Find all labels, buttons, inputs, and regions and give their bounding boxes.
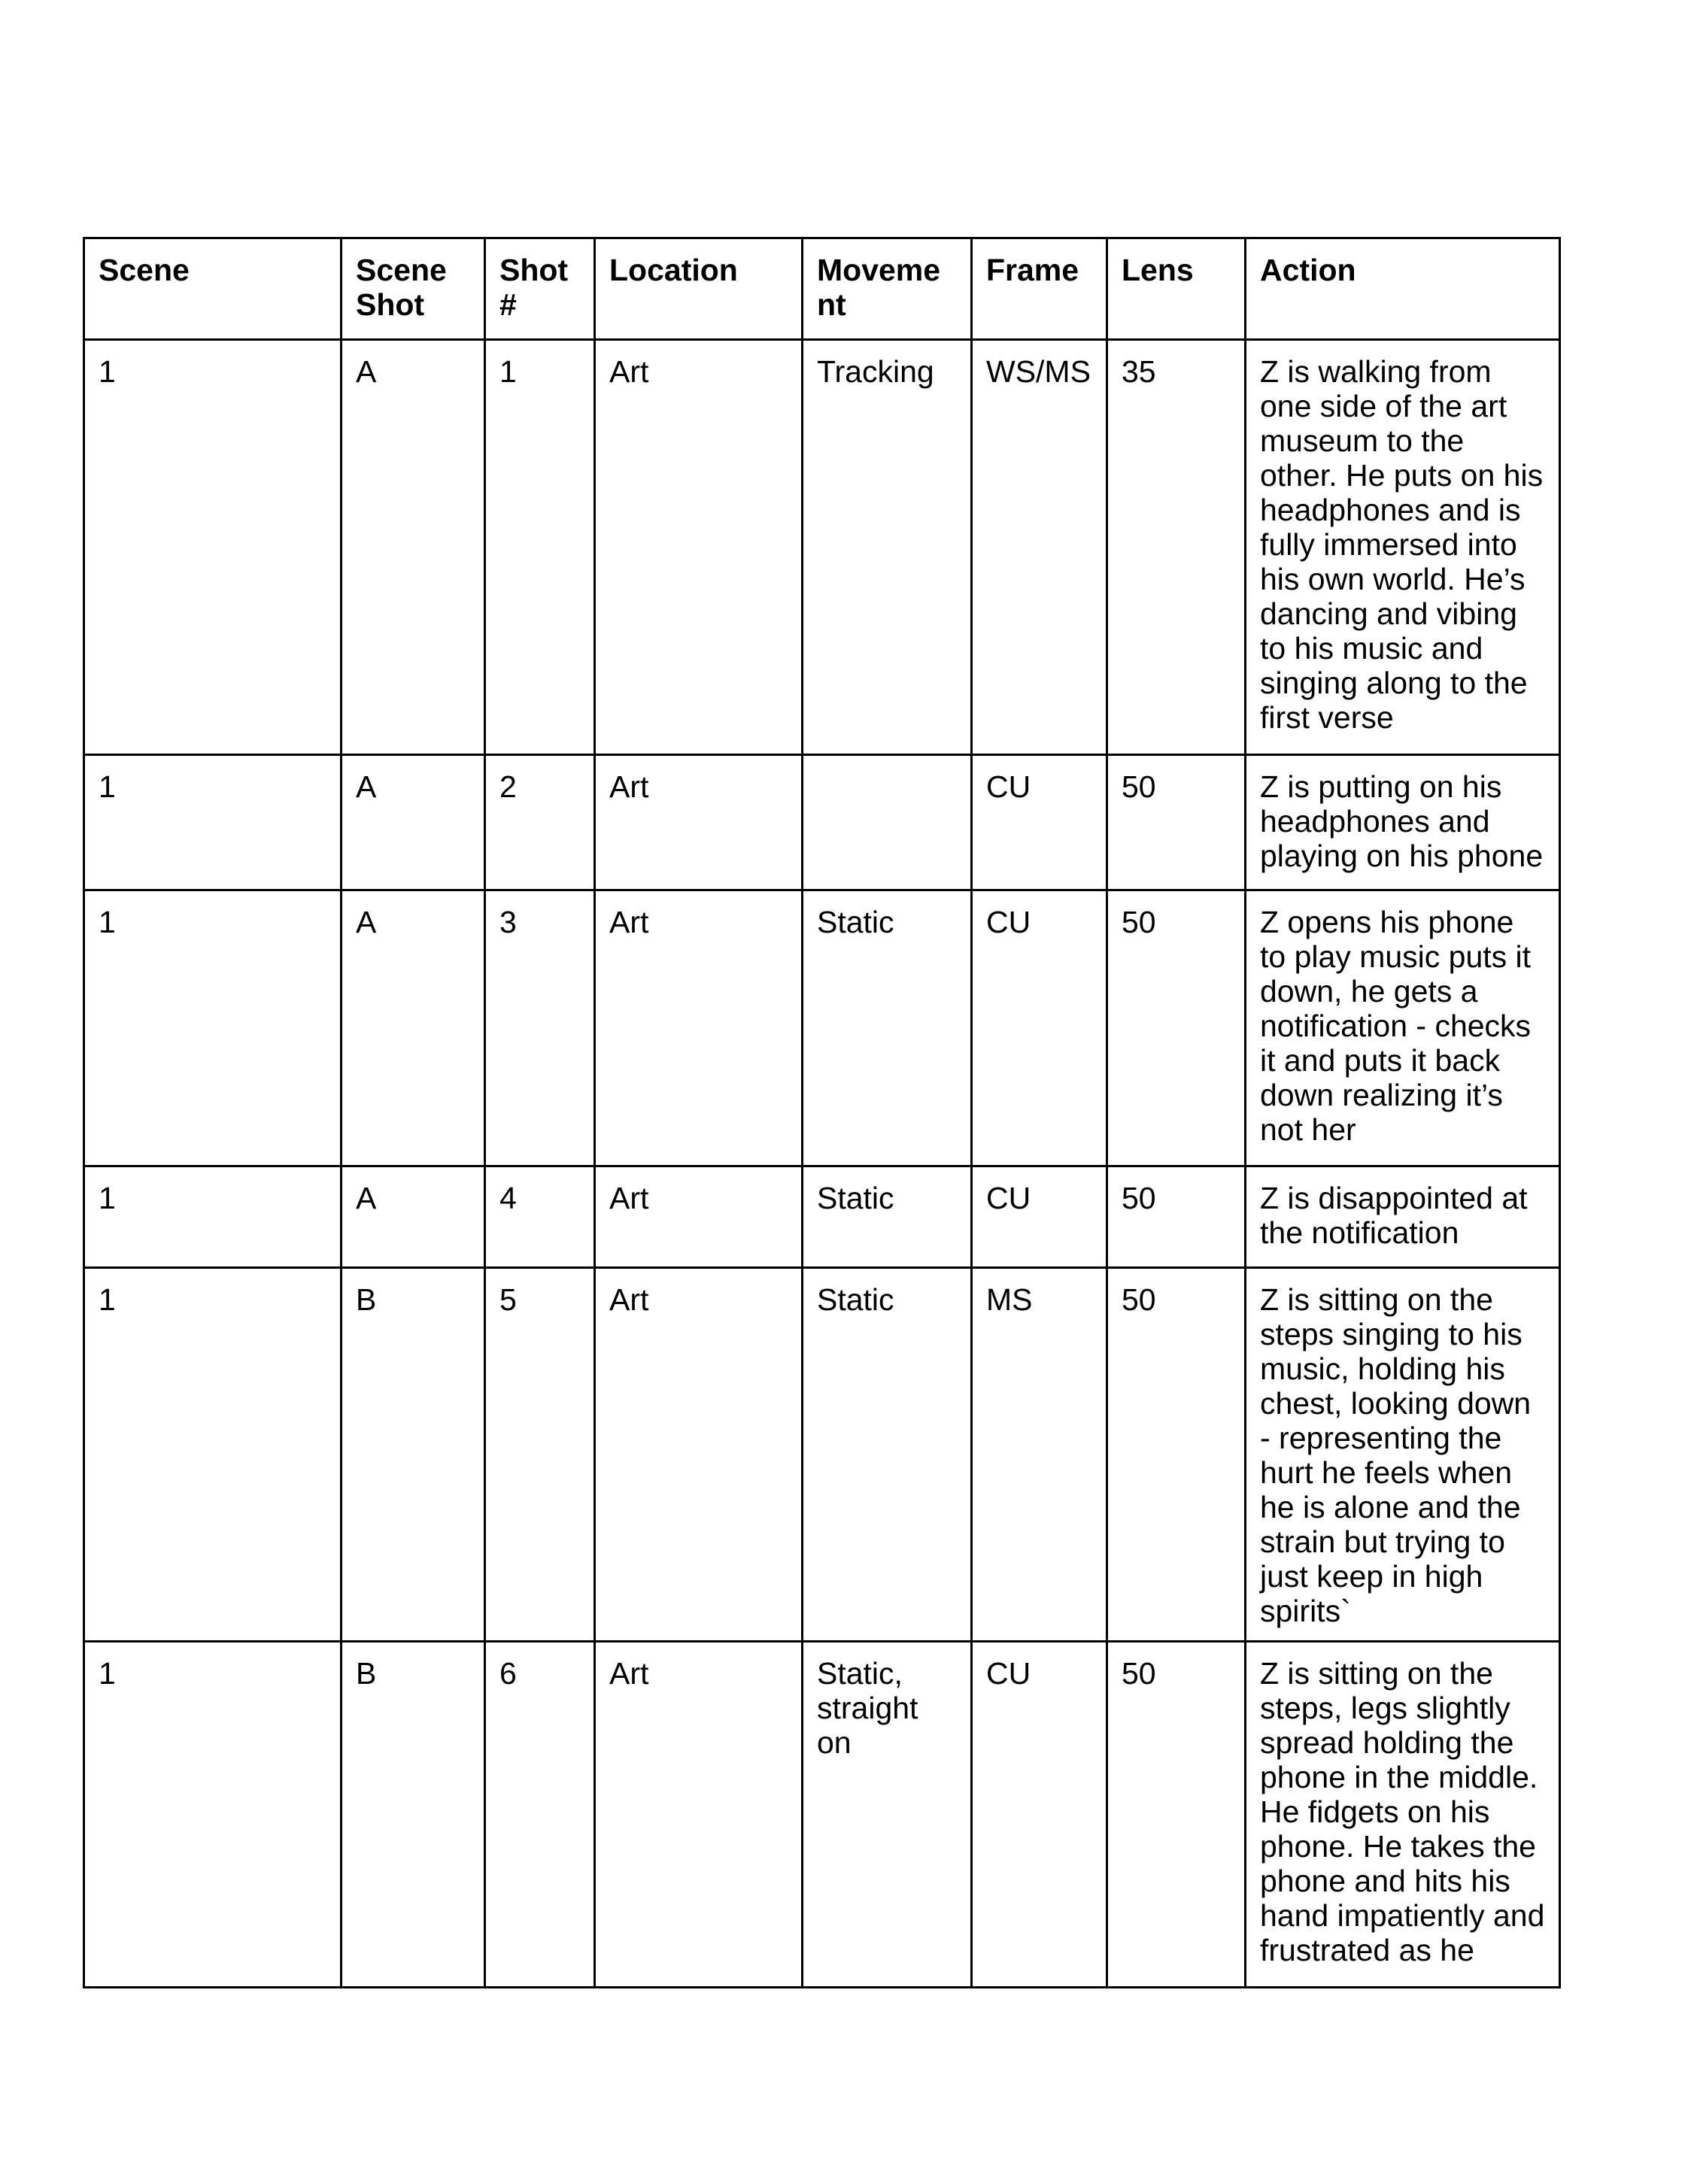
cell-shot-number: 2 [485, 755, 595, 890]
header-location: Location [595, 238, 803, 340]
cell-frame: MS [972, 1268, 1107, 1642]
header-frame: Frame [972, 238, 1107, 340]
cell-lens: 50 [1107, 1166, 1246, 1268]
table-row [84, 890, 1560, 1166]
shot-list-table [83, 237, 1561, 1988]
header-scene: Scene [84, 238, 342, 340]
cell-lens: 50 [1107, 1268, 1246, 1642]
cell-movement: Static, straight on [803, 1642, 972, 1988]
cell-lens: 50 [1107, 755, 1246, 890]
cell-scene-shot: A [342, 755, 485, 890]
cell-scene: 1 [84, 340, 342, 755]
cell-location: Art [595, 1166, 803, 1268]
cell-location: Art [595, 755, 803, 890]
cell-action: Z is walking from one side of the art museum to the other. He puts on his headphones and is fully immersed into his own world. He’s dancing and vibing to his music and singing along to the first verse [1246, 340, 1560, 755]
cell-scene: 1 [84, 890, 342, 1166]
cell-lens: 50 [1107, 1642, 1246, 1988]
table-row [84, 1268, 1560, 1642]
cell-scene: 1 [84, 1268, 342, 1642]
cell-location: Art [595, 890, 803, 1166]
cell-lens: 50 [1107, 890, 1246, 1166]
header-lens: Lens [1107, 238, 1246, 340]
cell-action: Z is putting on his headphones and playing on his phone [1246, 755, 1560, 890]
header-action: Action [1246, 238, 1560, 340]
table-row [84, 340, 1560, 755]
cell-scene-shot: A [342, 340, 485, 755]
cell-scene: 1 [84, 1166, 342, 1268]
cell-scene-shot: A [342, 890, 485, 1166]
cell-frame: CU [972, 1166, 1107, 1268]
cell-frame: CU [972, 890, 1107, 1166]
cell-shot-number: 4 [485, 1166, 595, 1268]
cell-location: Art [595, 340, 803, 755]
cell-frame: CU [972, 1642, 1107, 1988]
cell-location: Art [595, 1642, 803, 1988]
table-row [84, 1642, 1560, 1988]
header-shot-number: Shot # [485, 238, 595, 340]
cell-action: Z is sitting on the steps singing to his music, holding his chest, looking down - representing the hurt he feels when he is alone and the strain but trying to just keep in high spirits` [1246, 1268, 1560, 1642]
cell-movement: Static [803, 1268, 972, 1642]
cell-movement [803, 755, 972, 890]
cell-frame: CU [972, 755, 1107, 890]
cell-action: Z is sitting on the steps, legs slightly spread holding the phone in the middle. He fidgets on his phone. He takes the phone and hits his hand impatiently and frustrated as he [1246, 1642, 1560, 1988]
cell-shot-number: 5 [485, 1268, 595, 1642]
cell-movement: Static [803, 1166, 972, 1268]
cell-scene: 1 [84, 1642, 342, 1988]
cell-action: Z opens his phone to play music puts it down, he gets a notification - checks it and puts it back down realizing it’s not her [1246, 890, 1560, 1166]
cell-frame: WS/MS [972, 340, 1107, 755]
cell-shot-number: 6 [485, 1642, 595, 1988]
cell-shot-number: 3 [485, 890, 595, 1166]
header-scene-shot: Scene Shot [342, 238, 485, 340]
cell-scene-shot: B [342, 1268, 485, 1642]
cell-lens: 35 [1107, 340, 1246, 755]
cell-action: Z is disappointed at the notification [1246, 1166, 1560, 1268]
table-row [84, 1166, 1560, 1268]
cell-movement: Tracking [803, 340, 972, 755]
cell-location: Art [595, 1268, 803, 1642]
header-movement: Moveme nt [803, 238, 972, 340]
table-row [84, 755, 1560, 890]
table-header-row [84, 238, 1560, 340]
cell-scene-shot: A [342, 1166, 485, 1268]
cell-movement: Static [803, 890, 972, 1166]
cell-shot-number: 1 [485, 340, 595, 755]
cell-scene-shot: B [342, 1642, 485, 1988]
cell-scene: 1 [84, 755, 342, 890]
